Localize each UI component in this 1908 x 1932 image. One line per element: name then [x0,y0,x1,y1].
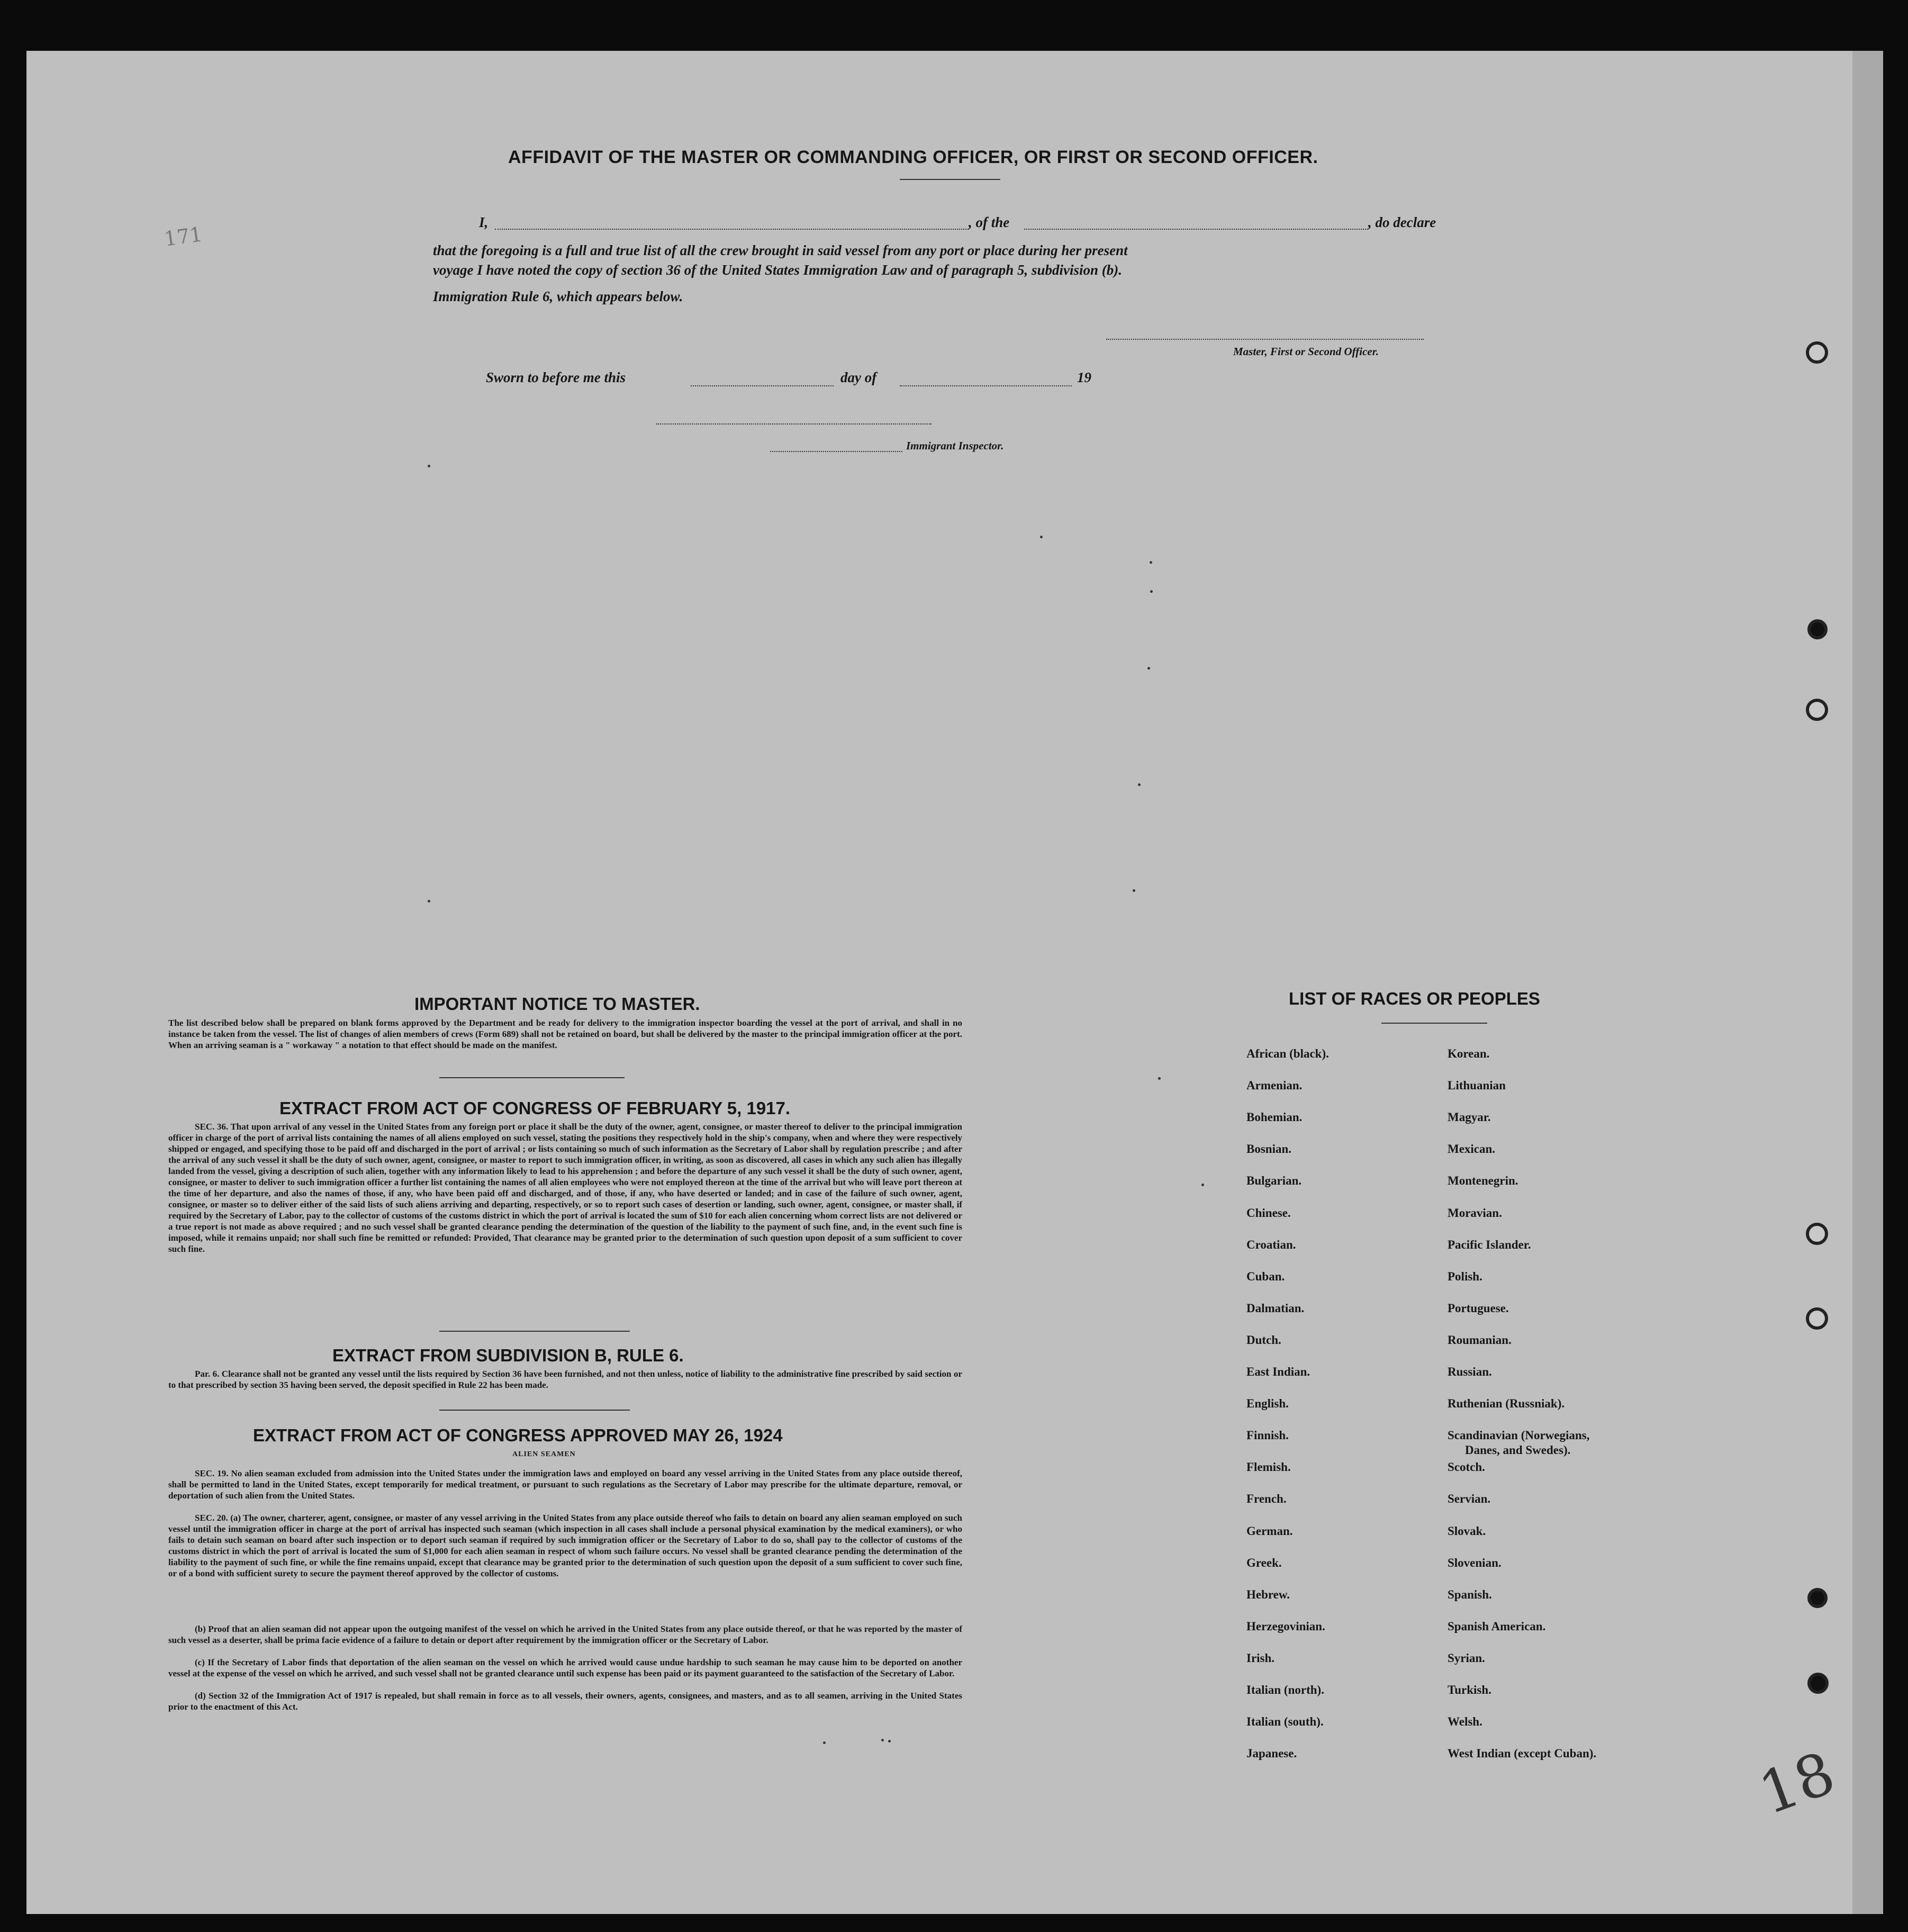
year-label: 19 [1077,369,1091,385]
speck [1040,536,1043,538]
extract-1917-body: SEC. 36. That upon arrival of any vessel in the United States from any foreign port or place it shall be the duty of the owner, agent, consignee, or master thereof to deliver to the principal immigration officer in charge of the port of arrival lists containing the names of all aliens employed on such vessel, stating the positions they respectively hold in the ship's company, when and where they were respectively shipped or engaged, and specifying those to be paid off and discharged in the port of arrival ; or lists containing so much of such information as the Secretary of Labor shall by regulation prescribe ; and after the arrival of any such vessel it shall be the duty of such owner, agent, consignee, or master to report to such immigration officer, in writing, as soon as discovered, all cases in which any such alien has illegally landed from the vessel, giving a description of such alien, together with any information likely to lead to his apprehension ; and before the departure of any such vessel it shall be the duty of such owner, agent, consignee, or master to deliver to such immigration officer a further list containing the names of all alien employees who were not employed thereon at the time of the arrival but who will leave port thereon at the time of her departure, and also the names of those, if any, who have been paid off and discharged, and of those, if any, who have deserted or landed; and in case of the failure of such owner, agent, consignee, or master so to deliver either of the said lists of such aliens arriving and departing, respectively, or so to report such cases of desertion or landing, such owner, agent, consignee, or master shall, if required by the Secretary of Labor, pay to the collector of customs of the customs district in which the port of arrival is located the sum of $10 for each alien concerning whom correct lists are not delivered or a true report is not made as above required ; and no such vessel shall be granted clearance pending the determination of the question of the liability to the payment of such fine, and, in the event such fine is imposed, while it remains unpaid; nor shall such fine be remitted or refunded: Provided, That clearance may be granted prior to the determination of such question upon deposit of a sum sufficient to cover such fine. [168,1122,962,1254]
race-item-left: Greek. [1246,1556,1282,1569]
affidavit-title: AFFIDAVIT OF THE MASTER OR COMMANDING OFFICER, OR FIRST OR SECOND OFFICER. [508,147,1318,167]
extract-1917-title: EXTRACT FROM ACT OF CONGRESS OF FEBRUARY 5, 1917. [279,1098,791,1118]
inspector-sub-line [770,451,902,452]
master-signature-line[interactable] [1106,339,1424,340]
race-item-left: Dutch. [1246,1333,1281,1347]
affidavit-do-declare: , do declare [1368,214,1436,230]
extract-1924-sec20b: (b) Proof that an alien seaman did not appear upon the outgoing manifest of the vessel on which he arrived in the United States from any place outside thereof, or that he was reported by the master of such vessel as a deserter, shall be prima facie evidence of a failure to detain or deport after requirement by the immigration officer or the Secretary of Labor. [168,1624,962,1645]
race-item-right: Roumanian. [1448,1333,1512,1347]
day-of-label: day of [840,369,877,385]
race-item-right: Turkish. [1448,1683,1491,1696]
vessel-blank-line[interactable] [1024,229,1368,230]
race-item-left: Bohemian. [1246,1111,1303,1124]
punch-hole [1806,1223,1828,1245]
race-item-right: Russian. [1448,1365,1492,1378]
race-item-left: German. [1246,1524,1293,1538]
master-signature-label: Master, First or Second Officer. [1233,345,1379,358]
inspector-signature-line[interactable] [656,423,932,425]
race-item-left: Cuban. [1246,1269,1285,1283]
punch-hole [1807,1588,1828,1608]
affidavit-line-3: Immigration Rule 6, which appears below. [433,288,683,304]
race-item-right: Lithuanian [1448,1079,1506,1093]
races-title-underline [1381,1023,1487,1024]
race-item-left: Dalmatian. [1246,1301,1305,1315]
race-item-right: Spanish. [1448,1587,1492,1601]
sworn-label: Sworn to before me this [486,369,626,385]
race-item-left: Italian (south). [1246,1715,1324,1729]
section-divider [439,1077,625,1078]
notice-title: IMPORTANT NOTICE TO MASTER. [414,994,700,1014]
sworn-month-line[interactable] [900,385,1072,386]
race-item-left: Japanese. [1246,1747,1297,1761]
race-item-right: Syrian. [1448,1651,1485,1665]
speck [428,465,430,467]
margin-handwriting: 171 [162,222,204,251]
race-item-left: Hebrew. [1246,1587,1290,1601]
race-item-left: French. [1246,1492,1287,1506]
speck [1201,1184,1204,1186]
extract-rule6-title: EXTRACT FROM SUBDIVISION B, RULE 6. [332,1346,684,1365]
race-item-left: Bosnian. [1246,1142,1292,1156]
sworn-day-line[interactable] [691,385,834,386]
race-item-right: Montenegrin. [1448,1174,1518,1188]
extract-rule6-body: Par. 6. Clearance shall not be granted any vessel until the lists required by Section 36 have been furnished, and not then unless, notice of liability to the administrative fine prescribed by said section or to that prescribed by section 35 having been served, the deposit specified in Rule 22 has been made. [168,1369,962,1390]
punch-hole [1806,341,1828,364]
race-item-left: Irish. [1246,1651,1275,1665]
affidavit-line-1: that the foregoing is a full and true list of all the crew brought in said vessel from any port or place during her present [433,242,1128,258]
race-item-right: Scandinavian (Norwegians, [1448,1429,1590,1442]
extract-1924-sec20c: (c) If the Secretary of Labor finds that deportation of the alien seaman on the vessel on which he arrived would cause undue hardship to such seaman he may cause him to be deported on another vessel at the expense of the vessel on which he arrived, and such vessel shall not be granted clearance until such expense has been paid or its payment guaranteed to the satisfaction of the Secretary of Labor. [168,1657,962,1678]
speck [1150,590,1153,593]
race-item-left: East Indian. [1246,1365,1310,1378]
speck [1133,889,1135,892]
speck [1138,783,1141,786]
title-underline [900,179,1000,180]
race-item-right: Polish. [1448,1269,1482,1283]
race-item-right: Scotch. [1448,1460,1485,1474]
race-item-left: Herzegovinian. [1246,1619,1325,1633]
extract-1924-sec20d: (d) Section 32 of the Immigration Act of 1917 is repealed, but shall remain in force as to all vessels, their owners, agents, consignees, and masters, and as to all seamen, arriving in the United States prior to the enactment of this Act. [168,1691,962,1712]
speck [1147,667,1150,670]
race-item-left: Bulgarian. [1246,1174,1302,1188]
affidavit-of-the: , of the [969,214,1010,230]
race-item-right: Moravian. [1448,1206,1502,1220]
section-divider [439,1410,630,1411]
name-blank-line[interactable] [495,229,969,230]
inspector-label: Immigrant Inspector. [906,439,1004,452]
speck [1158,1077,1161,1080]
race-item-right: Mexican. [1448,1142,1496,1156]
race-item-left: African (black). [1246,1047,1329,1060]
race-item-right: Slovenian. [1448,1556,1502,1569]
races-title: LIST OF RACES OR PEOPLES [1289,989,1540,1008]
race-item-right: Spanish American. [1448,1619,1546,1633]
race-item-left: Armenian. [1246,1079,1303,1093]
speck [1150,561,1152,564]
race-item-right: Portuguese. [1448,1301,1509,1315]
punch-hole [1806,1307,1828,1330]
race-item-left: Chinese. [1246,1206,1291,1220]
race-item-right: Ruthenian (Russniak). [1448,1397,1565,1411]
race-item-left: English. [1246,1397,1289,1411]
race-item-right: Servian. [1448,1492,1491,1506]
race-item-right: Magyar. [1448,1111,1491,1124]
race-item-left: Croatian. [1246,1238,1296,1251]
race-item-right: Korean. [1448,1047,1490,1060]
race-item-left: Flemish. [1246,1460,1291,1474]
race-item-right: Slovak. [1448,1524,1486,1538]
notice-body: The list described below shall be prepared on blank forms approved by the Department and be ready for delivery to the immigration inspector boarding the vessel at the port of arrival, and shall in no instance be taken from the vessel. The list of changes of alien members of crews (Form 689) shall not be retained on board, but shall be delivered by the master to the principal immigration officer at the port. When an arriving seaman is a " workaway " a notation to that effect should be made on the manifest. [168,1018,962,1050]
punch-hole [1806,699,1828,721]
punch-hole [1807,619,1828,639]
race-item-left: Italian (north). [1246,1683,1324,1696]
extract-1924-sec19: SEC. 19. No alien seaman excluded from admission into the United States under the immigration laws and employed on board any vessel arriving in the United States from any place outside thereof, shall be permitted to land in the United States, except temporarily for medical treatment, or pursuant to such regulations as the Secretary of Labor may prescribe for the ultimate departure, removal, or deportation of such alien from the United States. [168,1468,962,1501]
race-item-right: West Indian (except Cuban). [1448,1747,1597,1761]
speck [888,1740,891,1743]
race-item-right: Danes, and Swedes). [1465,1443,1571,1457]
punch-hole [1807,1673,1829,1694]
handwritten-page-number: 18 [1750,1738,1843,1828]
race-item-right: Pacific Islander. [1448,1238,1531,1251]
extract-1924-subtitle: ALIEN SEAMEN [512,1450,576,1458]
speck [881,1739,884,1741]
extract-1924-title: EXTRACT FROM ACT OF CONGRESS APPROVED MAY 26, 1924 [253,1425,783,1445]
race-item-left: Finnish. [1246,1429,1289,1442]
affidavit-line-2: voyage I have noted the copy of section 36 of the United States Immigration Law and of paragraph 5, subdivision (b). [433,262,1122,278]
speck [823,1741,826,1744]
affidavit-i-label: I, [479,214,489,230]
extract-1924-sec20a: SEC. 20. (a) The owner, charterer, agent, consignee, or master of any vessel arriving in the United States from any place outside thereof who fails to detain on board any alien seaman employed on such vessel until the immigration officer in charge at the port of arrival has inspected such seaman (which inspection in all cases shall include a personal physical examination by the medical examiners), or who fails to detain such seaman on board after such inspection or to deport such seaman if required by such immigration officer or the Secretary of Labor to do so, shall pay to the collector of customs of the customs district in which the port of arrival is located the sum of $1,000 for each alien seaman in respect of whom such failure occurs. No vessel shall be granted clearance pending the determination of the liability to the payment of such fine, or while the fine remains unpaid, except that clearance may be granted prior to the determination of such question upon the deposit of a sum sufficient to cover such fine, or of a bond with sufficient surety to secure the payment thereof approved by the collector of customs. [168,1513,962,1578]
page-edge [1852,51,1883,1914]
section-divider [439,1331,630,1332]
speck [428,900,430,902]
race-item-right: Welsh. [1448,1715,1482,1729]
